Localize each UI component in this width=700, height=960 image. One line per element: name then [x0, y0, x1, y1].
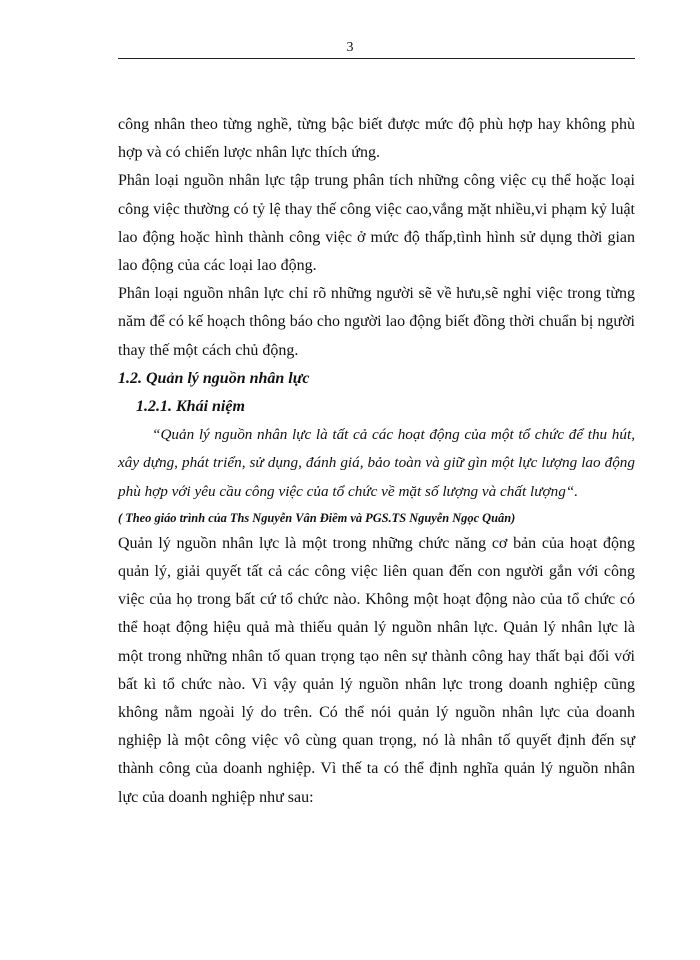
citation: ( Theo giáo trình của Ths Nguyễn Vân Điềm và PGS.TS Nguyễn Ngọc Quân) [118, 510, 516, 525]
definition-quote: “Quản lý nguồn nhân lực là tất cả các hoạt động của một tổ chức để thu hút, xây dựng, phát triển, sử dụng, đánh giá, bảo toàn và giữ gìn một lực lượng lao động phù hợp với yêu cầu công việc của tổ chức về mặt số lượng và chất lượng“. [118, 426, 635, 500]
header-divider [118, 58, 635, 59]
paragraph-hr-management: Quản lý nguồn nhân lực là một trong những chức năng cơ bản của hoạt động quản lý, giải quyết tất cả các công việc liên quan đến con người gắn với công việc của họ trong bất cứ tổ chức nào. Không một hoạt động nào của tổ chức có thể hoạt động hiệu quả mà thiếu quản lý nguồn nhân lực. Quản lý nhân lực là một trong những nhân tố quan trọng tạo nên sự thành công hay thất bại đối với bất kì tổ chức nào. Vì vậy quản lý nguồn nhân lực trong doanh nghiệp cũng không nằm ngoài lý do trên. Có thể nói quản lý nguồn nhân lực của doanh nghiệp là một công việc vô cùng quan trọng, nó là nhân tố quyết định đến sự thành công của doanh nghiệp. Vì thế ta có thể định nghĩa quản lý nguồn nhân lực của doanh nghiệp như sau: [118, 534, 635, 806]
paragraph-career-fit: công nhân theo từng nghề, từng bậc biết được mức độ phù hợp hay không phù hợp và có chiến lược nhân lực thích ứng. [118, 116, 635, 162]
document-body [118, 111, 635, 812]
paragraph-classification-analysis: Phân loại nguồn nhân lực tập trung phân tích những công việc cụ thể hoặc loại công việc thường có tỷ lệ thay thế công việc cao,vắng mặt nhiều,vi phạm kỷ luật lao động hoặc hình thành công việc ở mức độ thấp,tình hình sử dụng thời gian lao động của các loại lao động. [118, 172, 635, 275]
section-heading: 1.2. Quản lý nguồn nhân lực [118, 369, 310, 387]
page-number: 3 [346, 40, 354, 55]
subsection-heading: 1.2.1. Khái niệm [136, 398, 245, 416]
paragraph-classification-retirement: Phân loại nguồn nhân lực chỉ rõ những người sẽ về hưu,sẽ nghỉ việc trong từng năm để có kế hoạch thông báo cho người lao động biết đồng thời chuẩn bị người thay thế một cách chủ động. [118, 285, 635, 359]
